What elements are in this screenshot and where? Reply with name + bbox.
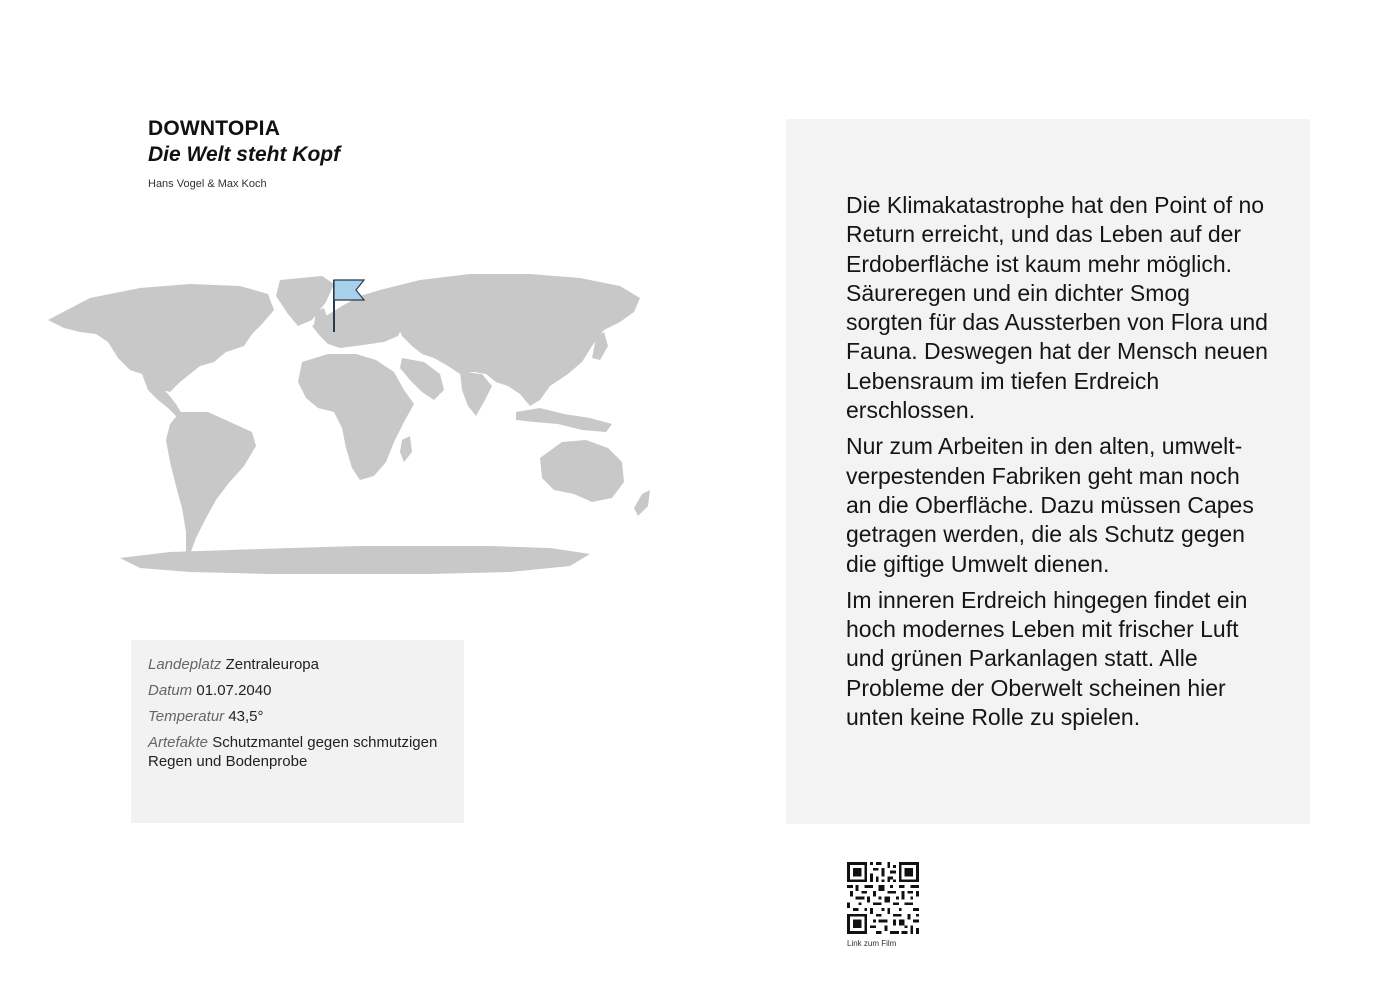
qr-caption: Link zum Film bbox=[847, 939, 897, 948]
info-row-artefakte bbox=[148, 733, 447, 771]
title-block bbox=[148, 116, 340, 190]
australia-shape bbox=[540, 440, 624, 502]
info-value: Zentraleuropa bbox=[225, 656, 319, 673]
north-america-shape bbox=[48, 284, 274, 392]
info-value: 43,5° bbox=[228, 708, 264, 725]
authors: Hans Vogel & Max Koch bbox=[148, 178, 267, 190]
info-value: 01.07.2040 bbox=[196, 682, 272, 699]
info-row-landeplatz bbox=[148, 655, 447, 674]
indonesia-shape bbox=[516, 408, 612, 432]
info-row-temperatur bbox=[148, 707, 447, 726]
madagascar-shape bbox=[400, 436, 412, 462]
info-row-datum bbox=[148, 681, 447, 700]
story-paragraph: Nur zum Arbeiten in den alten, umwelt-verpestenden Fabriken geht man noch an die Oberfläche. Dazu müssen Capes getragen werden, die als Schutz gegen die giftige Umwelt dienen. bbox=[846, 433, 1254, 577]
info-value: Schutzmantel gegen schmutzigen Regen und Bodenprobe bbox=[148, 734, 438, 770]
flag-icon bbox=[334, 280, 364, 300]
story-paragraph: Im inneren Erdreich hingegen findet ein hoch modernes Leben mit frischer Luft und grünen Parkanlagen statt. Alle Probleme der Oberwelt scheinen hier unten keine Rolle zu spielen. bbox=[846, 586, 1248, 731]
qr-code-icon[interactable] bbox=[847, 862, 919, 934]
story-panel bbox=[786, 119, 1310, 824]
info-label: Datum bbox=[148, 682, 193, 699]
info-label: Temperatur bbox=[148, 708, 225, 725]
info-label: Artefakte bbox=[148, 734, 209, 751]
new-zealand-shape bbox=[634, 490, 650, 516]
india-shape bbox=[460, 372, 492, 416]
africa-shape bbox=[298, 354, 414, 480]
page-subtitle: Die Welt steht Kopf bbox=[148, 143, 341, 166]
story-paragraph: Die Klimakatastrophe hat den Point of no Return erreicht, und das Leben auf der Erdoberfläche ist kaum mehr möglich. Säureregen und ein dichter Smog sorgten für das Aussterben von Flora und Fauna. Deswegen hat der Mensch neuen Lebensraum im tiefen Erdreich erschlossen. bbox=[846, 192, 1268, 424]
world-map bbox=[30, 262, 710, 582]
info-label: Landeplatz bbox=[148, 656, 222, 673]
page-title: DOWNTOPIA bbox=[148, 117, 281, 140]
south-america-shape bbox=[166, 412, 256, 554]
info-box bbox=[131, 640, 464, 823]
